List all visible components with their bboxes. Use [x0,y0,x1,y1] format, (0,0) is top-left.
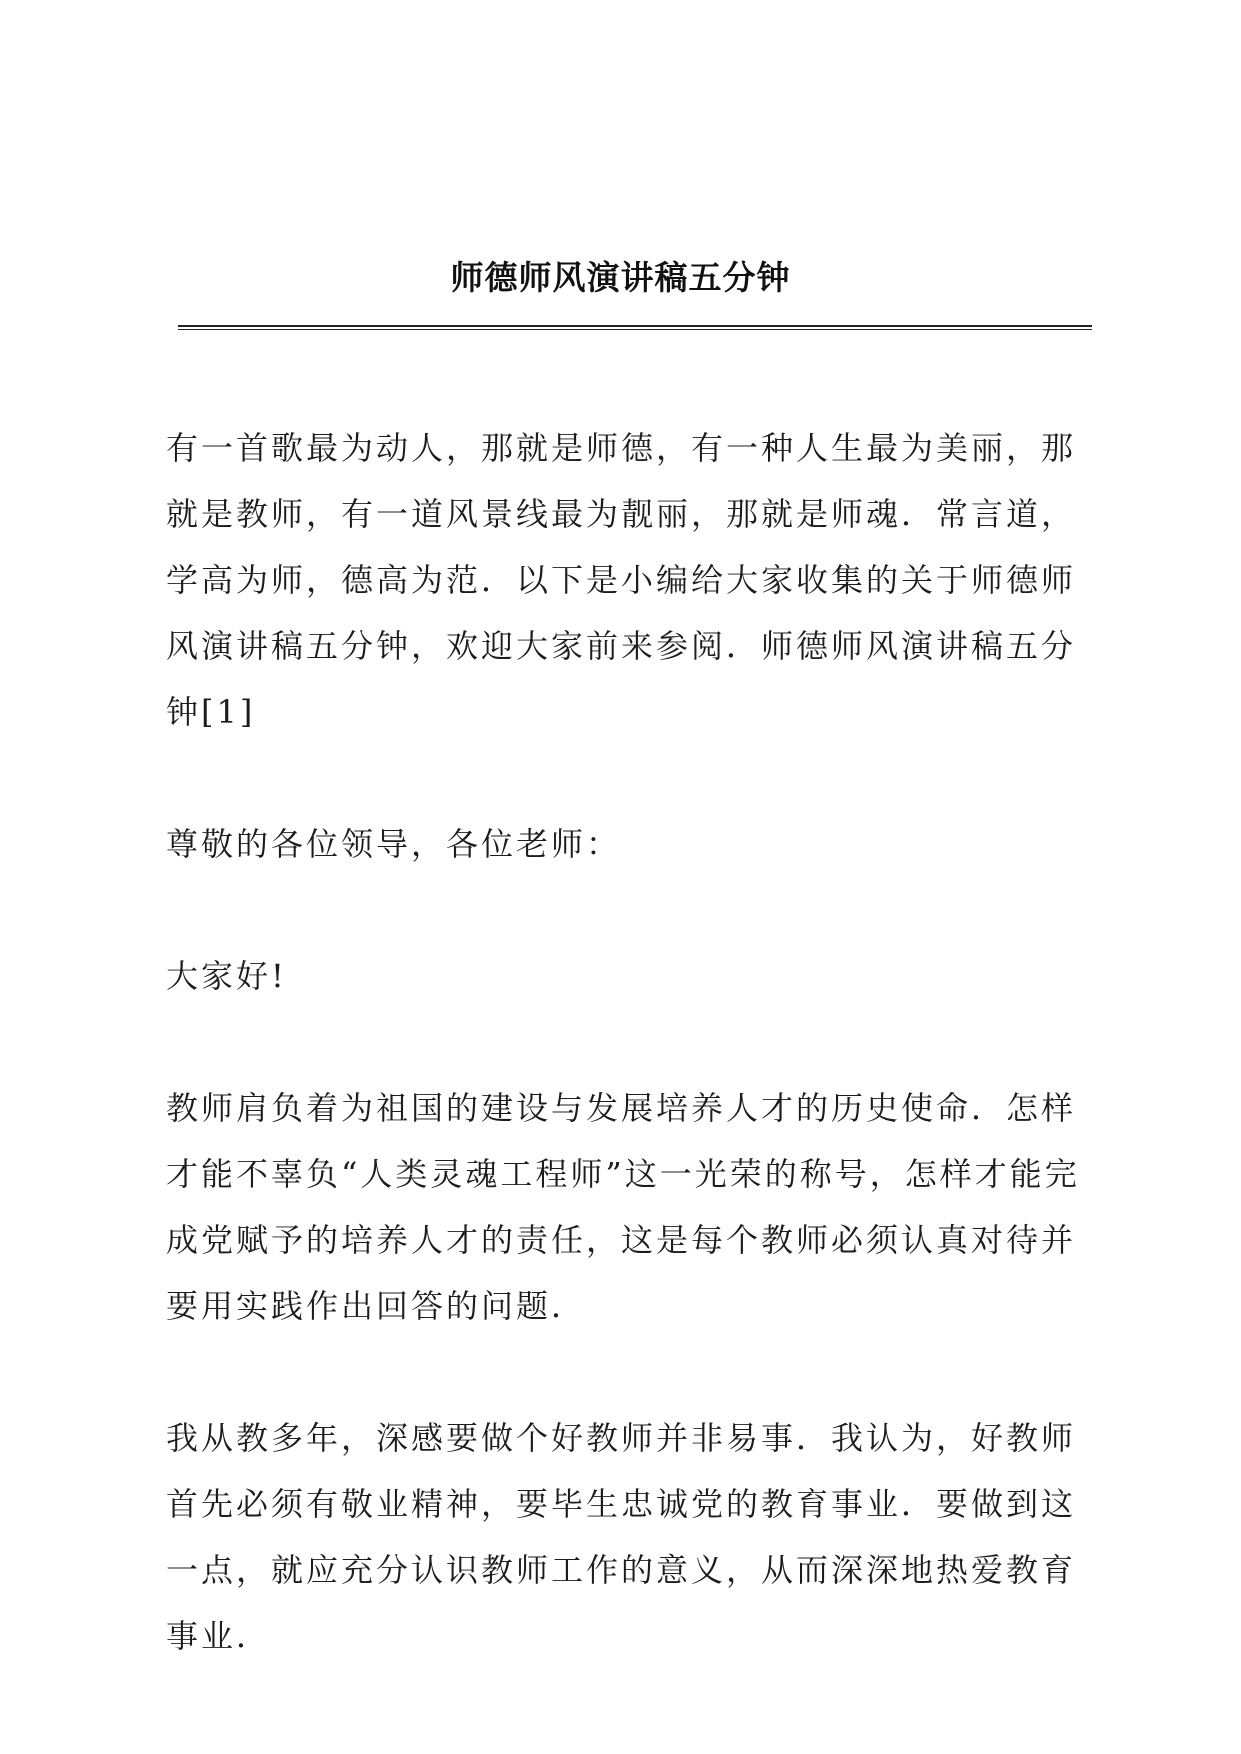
paragraph-dedication: 我从教多年，深感要做个好教师并非易事．我认为，好教师首先必须有敬业精神，要毕生忠诚党的教育事业．要做到这一点，就应充分认识教师工作的意义，从而深深地热爱教育事业． [166,1419,1077,1655]
document-title: 师德师风演讲稿五分钟 [450,258,791,297]
title-divider [178,325,1092,330]
paragraph-salutation: 尊敬的各位领导，各位老师： [166,825,622,863]
paragraph-intro: 有一首歌最为动人，那就是师德，有一种人生最为美丽，那就是教师，有一道风景线最为靓丽，那就是师魂．常言道，学高为师，德高为范．以下是小编给大家收集的关于师德师风演讲稿五分钟，欢迎大家前来参阅．师德师风演讲稿五分钟[1] [166,429,1077,731]
document-body [166,415,1096,1669]
paragraph-greeting: 大家好! [166,957,287,995]
paragraph-mission: 教师肩负着为祖国的建设与发展培养人才的历史使命．怎样才能不辜负“人类灵魂工程师”这一光荣的称号，怎样才能完成党赋予的培养人才的责任，这是每个教师必须认真对待并要用实践作出回答的问题． [166,1089,1080,1325]
